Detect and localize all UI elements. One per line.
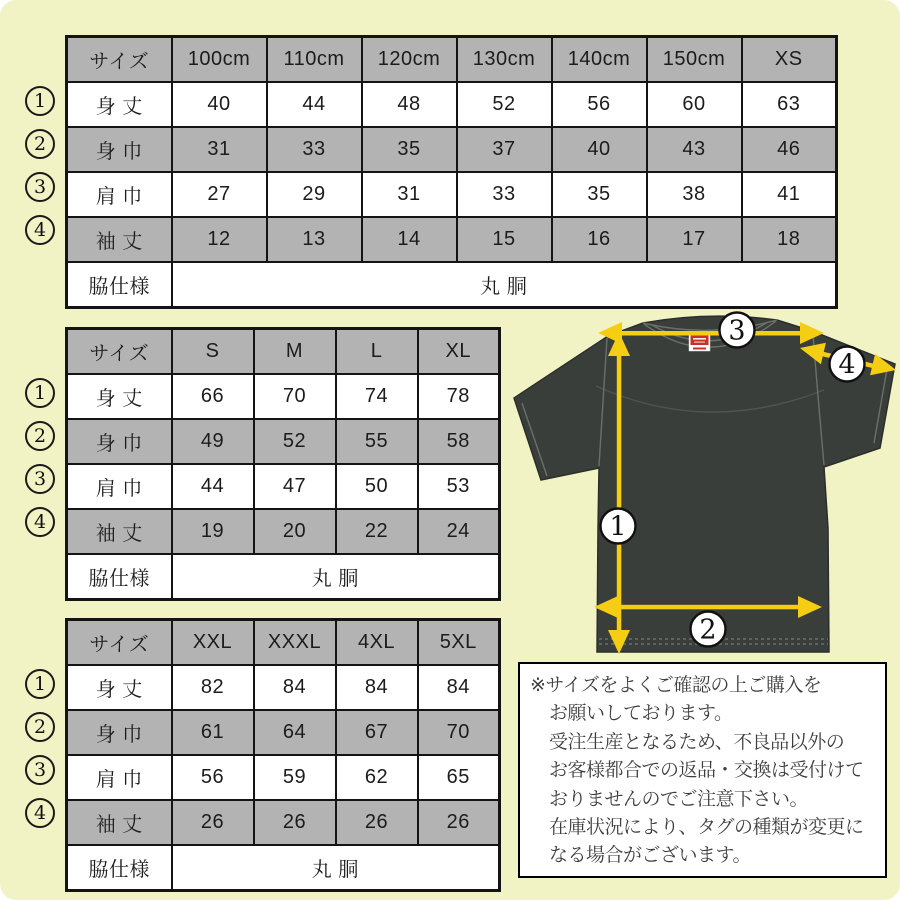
row-label: 身 巾 xyxy=(67,127,172,172)
row-marker-3: 3 xyxy=(25,172,55,202)
measure-value: 46 xyxy=(742,127,837,172)
footer-row xyxy=(67,554,500,600)
table-row xyxy=(67,755,500,800)
row-label: 身 巾 xyxy=(67,710,172,755)
marker-1: 1 xyxy=(609,511,627,543)
measure-value: 52 xyxy=(457,82,552,127)
measure-value: 18 xyxy=(742,217,837,262)
row-marker-2: 2 xyxy=(25,712,55,742)
column-header: 110cm xyxy=(267,37,362,83)
note-line: おりませんのでご注意下さい。 xyxy=(549,788,809,810)
measure-value: 70 xyxy=(254,374,336,419)
measure-value: 70 xyxy=(418,710,500,755)
row-label: 袖 丈 xyxy=(67,800,172,845)
row-label: 身 丈 xyxy=(67,665,172,710)
tshirt-illustration xyxy=(510,308,900,660)
row-marker-3: 3 xyxy=(25,755,55,785)
marker-3: 3 xyxy=(728,315,746,347)
measure-value: 35 xyxy=(362,127,457,172)
measure-value: 37 xyxy=(457,127,552,172)
arrow-length-line xyxy=(617,342,622,640)
column-header: 100cm xyxy=(172,37,267,83)
table-row xyxy=(67,217,837,262)
measure-value: 41 xyxy=(742,172,837,217)
measure-value: 33 xyxy=(267,127,362,172)
footer-value: 丸 胴 xyxy=(172,845,500,891)
table-row xyxy=(67,374,500,419)
row-label: 身 巾 xyxy=(67,419,172,464)
footer-label: 脇仕様 xyxy=(67,262,172,308)
note-line: 在庫状況により、タグの種類が変更に xyxy=(549,817,864,839)
measure-value: 20 xyxy=(254,509,336,554)
measure-value: 63 xyxy=(742,82,837,127)
row-label: 身 丈 xyxy=(67,82,172,127)
row-marker-3: 3 xyxy=(25,464,55,494)
measure-value: 40 xyxy=(172,82,267,127)
row-label: 身 丈 xyxy=(67,374,172,419)
size-table-plus xyxy=(33,618,501,892)
measure-value: 84 xyxy=(254,665,336,710)
measure-value: 26 xyxy=(172,800,254,845)
row-marker-2: 2 xyxy=(25,421,55,451)
footer-value: 丸 胴 xyxy=(172,554,500,600)
table-row xyxy=(67,172,837,217)
row-label: 肩 巾 xyxy=(67,464,172,509)
arrow-shoulder-line xyxy=(610,331,812,336)
size-table xyxy=(65,35,838,309)
measure-value: 74 xyxy=(336,374,418,419)
measure-value: 40 xyxy=(552,127,647,172)
measure-value: 22 xyxy=(336,509,418,554)
measure-value: 13 xyxy=(267,217,362,262)
measure-value: 49 xyxy=(172,419,254,464)
measure-value: 15 xyxy=(457,217,552,262)
measure-value: 55 xyxy=(336,419,418,464)
measure-value: 56 xyxy=(172,755,254,800)
column-header: 140cm xyxy=(552,37,647,83)
table-row xyxy=(67,800,500,845)
measure-value: 50 xyxy=(336,464,418,509)
measure-value: 14 xyxy=(362,217,457,262)
measure-value: 17 xyxy=(647,217,742,262)
measure-value: 84 xyxy=(336,665,418,710)
measure-value: 84 xyxy=(418,665,500,710)
note-line: お願いしております。 xyxy=(549,703,733,725)
table-row xyxy=(67,665,500,710)
marker-4: 4 xyxy=(838,349,856,381)
size-header-label: サイズ xyxy=(67,329,172,375)
footer-row xyxy=(67,262,837,308)
size-table-kids xyxy=(33,35,838,309)
column-header: 130cm xyxy=(457,37,552,83)
measure-value: 16 xyxy=(552,217,647,262)
measure-value: 31 xyxy=(362,172,457,217)
measure-value: 61 xyxy=(172,710,254,755)
measure-value: 65 xyxy=(418,755,500,800)
brand-tag-icon xyxy=(689,334,710,351)
arrow-width-line xyxy=(606,605,810,610)
measure-value: 44 xyxy=(267,82,362,127)
row-marker-4: 4 xyxy=(25,798,55,828)
column-header: 150cm xyxy=(647,37,742,83)
row-label: 袖 丈 xyxy=(67,217,172,262)
measure-value: 53 xyxy=(418,464,500,509)
note-line: 受注生産となるため、不良品以外の xyxy=(549,731,845,753)
measure-value: 56 xyxy=(552,82,647,127)
measure-value: 48 xyxy=(362,82,457,127)
marker-2: 2 xyxy=(699,614,717,646)
measure-value: 12 xyxy=(172,217,267,262)
measure-value: 27 xyxy=(172,172,267,217)
table-row xyxy=(67,464,500,509)
row-marker-4: 4 xyxy=(25,215,55,245)
measure-value: 35 xyxy=(552,172,647,217)
measure-value: 19 xyxy=(172,509,254,554)
column-header: M xyxy=(254,329,336,375)
table-row xyxy=(67,82,837,127)
measure-value: 64 xyxy=(254,710,336,755)
measure-value: 52 xyxy=(254,419,336,464)
measure-value: 59 xyxy=(254,755,336,800)
row-marker-2: 2 xyxy=(25,129,55,159)
tshirt-measure-diagram xyxy=(510,308,900,660)
measure-value: 66 xyxy=(172,374,254,419)
table-row xyxy=(67,710,500,755)
size-header-label: サイズ xyxy=(67,37,172,83)
measure-value: 60 xyxy=(647,82,742,127)
measure-value: 43 xyxy=(647,127,742,172)
table-row xyxy=(67,509,500,554)
measure-value: 24 xyxy=(418,509,500,554)
column-header: XXXL xyxy=(254,620,336,666)
column-header: XL xyxy=(418,329,500,375)
size-table-adult xyxy=(33,327,501,601)
footer-label: 脇仕様 xyxy=(67,845,172,891)
row-label: 肩 巾 xyxy=(67,172,172,217)
column-header: XS xyxy=(742,37,837,83)
column-header: 5XL xyxy=(418,620,500,666)
footer-value: 丸 胴 xyxy=(172,262,837,308)
column-header: 120cm xyxy=(362,37,457,83)
footer-row xyxy=(67,845,500,891)
table-row xyxy=(67,127,837,172)
size-table xyxy=(65,618,501,892)
row-marker-1: 1 xyxy=(25,378,55,408)
row-label: 袖 丈 xyxy=(67,509,172,554)
note-line: お客様都合での返品・交換は受付けて xyxy=(549,760,864,782)
row-marker-1: 1 xyxy=(25,86,55,116)
measure-value: 26 xyxy=(336,800,418,845)
note-line: ※サイズをよくご確認の上ご購入を xyxy=(530,675,822,696)
size-header-label: サイズ xyxy=(67,620,172,666)
footer-label: 脇仕様 xyxy=(67,554,172,600)
column-header: 4XL xyxy=(336,620,418,666)
measure-value: 31 xyxy=(172,127,267,172)
measure-value: 33 xyxy=(457,172,552,217)
measure-value: 47 xyxy=(254,464,336,509)
note-line: なる場合がございます。 xyxy=(549,845,751,867)
measure-value: 29 xyxy=(267,172,362,217)
measure-value: 26 xyxy=(254,800,336,845)
measure-value: 44 xyxy=(172,464,254,509)
column-header: S xyxy=(172,329,254,375)
column-header: L xyxy=(336,329,418,375)
column-header: XXL xyxy=(172,620,254,666)
table-row xyxy=(67,419,500,464)
measure-value: 62 xyxy=(336,755,418,800)
measure-value: 58 xyxy=(418,419,500,464)
size-table xyxy=(65,327,501,601)
measure-value: 38 xyxy=(647,172,742,217)
row-label: 肩 巾 xyxy=(67,755,172,800)
measure-value: 78 xyxy=(418,374,500,419)
row-marker-4: 4 xyxy=(25,507,55,537)
purchase-note-box xyxy=(518,662,887,878)
measure-value: 67 xyxy=(336,710,418,755)
row-marker-1: 1 xyxy=(25,669,55,699)
measure-value: 26 xyxy=(418,800,500,845)
measure-value: 82 xyxy=(172,665,254,710)
